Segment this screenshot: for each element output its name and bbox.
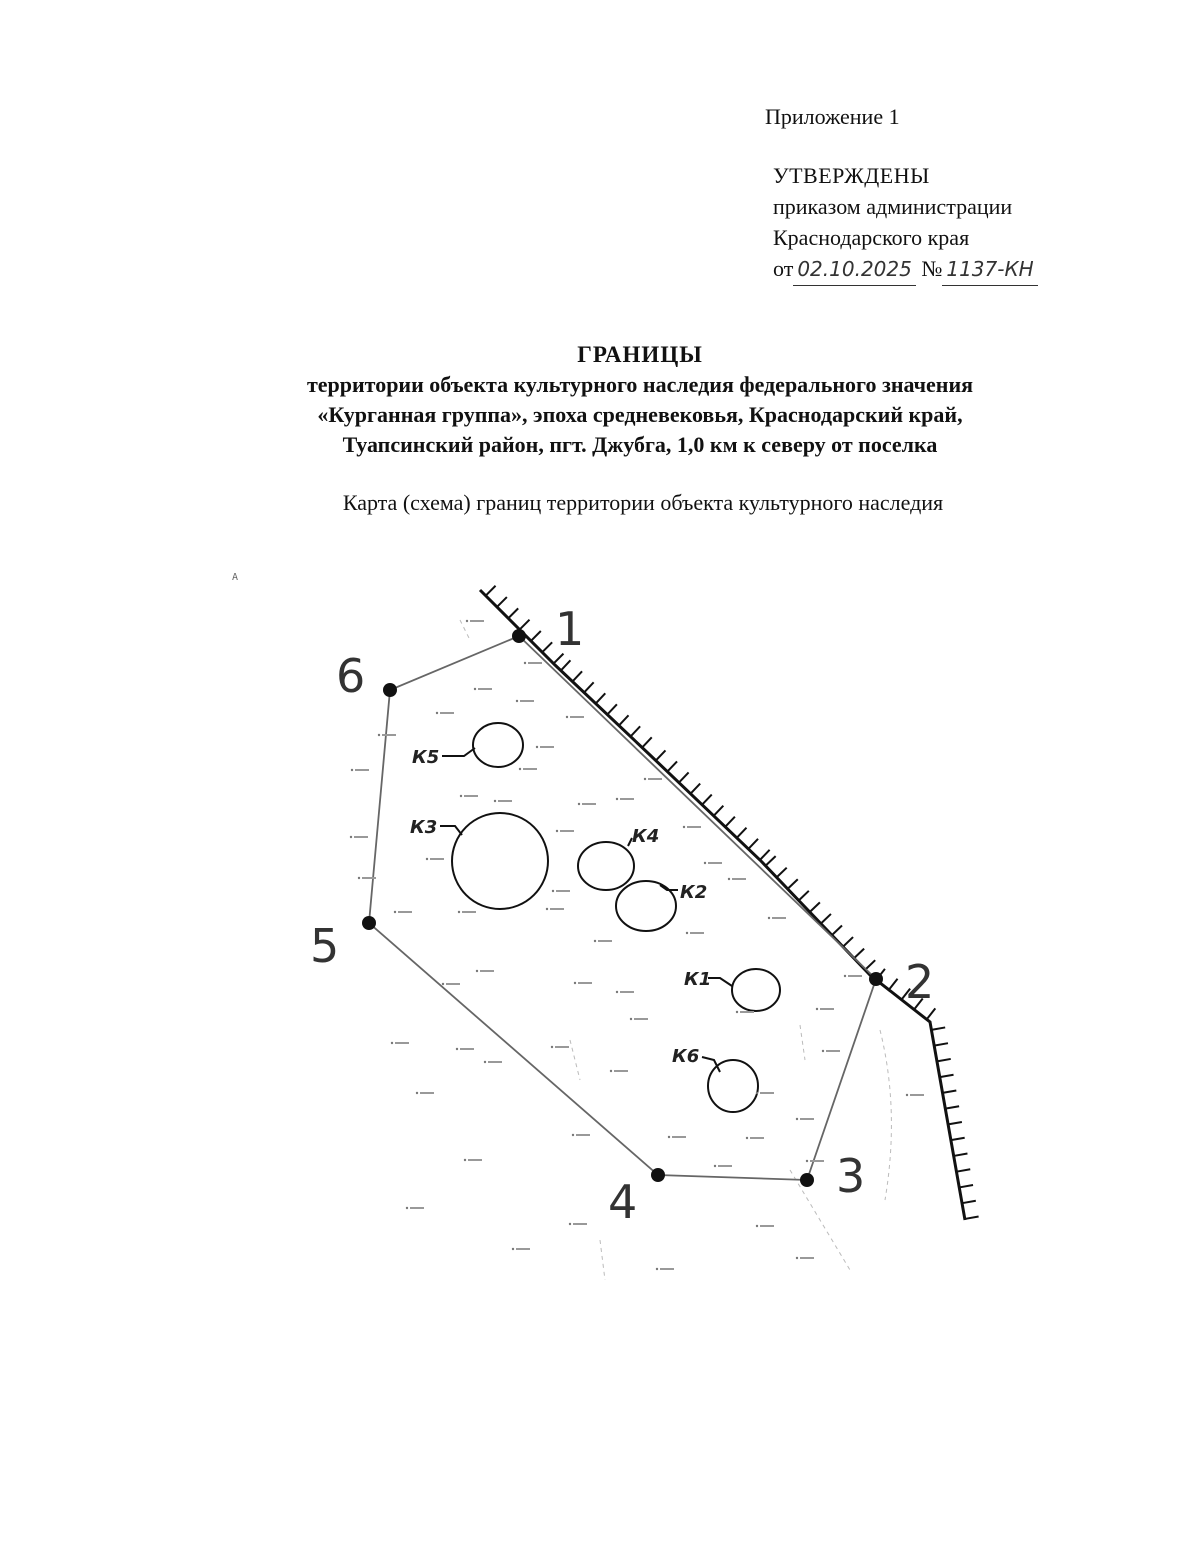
survey-dot xyxy=(546,908,548,910)
survey-dot xyxy=(524,662,526,664)
survey-dot xyxy=(551,1046,553,1048)
hatch-tick xyxy=(667,761,677,771)
hatch-tick xyxy=(943,1090,957,1092)
survey-mark xyxy=(687,826,701,828)
approved-heading: УТВЕРЖДЕНЫ xyxy=(773,163,930,188)
survey-mark xyxy=(570,716,584,718)
boundary-point-3 xyxy=(800,1173,814,1187)
survey-mark xyxy=(910,1094,924,1096)
survey-dot xyxy=(686,932,688,934)
survey-mark xyxy=(648,778,662,780)
hatch-tick xyxy=(927,1008,936,1019)
survey-mark xyxy=(462,911,476,913)
hatch-tick xyxy=(520,620,530,630)
hatch-tick xyxy=(748,839,758,849)
point-label-1: 1 xyxy=(555,602,585,656)
survey-dot xyxy=(668,1136,670,1138)
survey-mark xyxy=(718,1165,732,1167)
number-value: 1137-КН xyxy=(942,254,1037,286)
survey-mark xyxy=(598,940,612,942)
survey-dot xyxy=(484,1061,486,1063)
survey-dot xyxy=(796,1118,798,1120)
survey-dot xyxy=(594,940,596,942)
hatch-tick xyxy=(799,891,809,901)
hatch-tick xyxy=(832,925,842,935)
hatch-tick xyxy=(954,1153,968,1155)
survey-mark xyxy=(468,1159,482,1161)
survey-dot xyxy=(683,826,685,828)
hatch-tick xyxy=(691,784,701,794)
survey-mark xyxy=(355,769,369,771)
hatch-tick xyxy=(725,817,735,827)
survey-dot xyxy=(616,798,618,800)
number-prefix: № xyxy=(921,256,943,281)
hatch-tick xyxy=(777,868,787,878)
survey-mark xyxy=(800,1257,814,1259)
survey-mark xyxy=(398,911,412,913)
survey-mark xyxy=(848,975,862,977)
survey-mark xyxy=(464,795,478,797)
hatch-tick xyxy=(865,960,875,970)
survey-dot xyxy=(644,778,646,780)
approval-line-order: приказом администрации xyxy=(773,194,1013,219)
survey-mark xyxy=(528,662,542,664)
survey-dot xyxy=(358,877,360,879)
survey-mark xyxy=(634,1018,648,1020)
hatch-tick xyxy=(956,1169,970,1171)
survey-mark xyxy=(523,768,537,770)
survey-dot xyxy=(756,1225,758,1227)
point-label-5: 5 xyxy=(310,919,340,973)
hatch-tick xyxy=(572,671,582,681)
hatch-tick xyxy=(788,879,798,889)
survey-dot xyxy=(552,890,554,892)
hatch-tick xyxy=(584,682,594,692)
survey-dot xyxy=(556,830,558,832)
survey-mark xyxy=(750,1137,764,1139)
map-subtitle: Карта (схема) границ территории объекта культурного наследия xyxy=(342,490,944,515)
hatch-tick xyxy=(630,726,640,736)
kurgan-label-k5: К5 xyxy=(412,747,440,768)
survey-mark xyxy=(354,836,368,838)
survey-dot xyxy=(519,768,521,770)
hatch-tick xyxy=(962,1201,976,1203)
hatch-tick xyxy=(810,902,820,912)
kurgan-label-k2: К2 xyxy=(680,882,708,903)
survey-mark xyxy=(446,983,460,985)
boundary-point-5 xyxy=(362,916,376,930)
hatch-tick xyxy=(959,1185,973,1187)
survey-dot xyxy=(756,1092,758,1094)
survey-dot xyxy=(350,836,352,838)
survey-dot xyxy=(569,1223,571,1225)
survey-dot xyxy=(728,878,730,880)
survey-dot xyxy=(494,800,496,802)
hatch-tick xyxy=(854,949,864,959)
survey-dot xyxy=(442,983,444,985)
survey-mark xyxy=(573,1223,587,1225)
survey-dot xyxy=(416,1092,418,1094)
kurgan-label-k3: К3 xyxy=(410,817,438,838)
survey-mark xyxy=(740,1011,754,1013)
survey-dot xyxy=(806,1160,808,1162)
date-value: 02.10.2025 xyxy=(793,254,916,286)
survey-dot xyxy=(512,1248,514,1250)
hatch-tick xyxy=(561,660,571,670)
hatch-tick xyxy=(497,597,507,607)
survey-mark xyxy=(582,803,596,805)
hatch-tick xyxy=(766,856,776,866)
kurgan-k3 xyxy=(452,813,548,909)
hatch-tick xyxy=(965,1217,979,1219)
kurgan-k2 xyxy=(616,881,676,931)
survey-mark xyxy=(382,734,396,736)
title-line-2: «Курганная группа», эпоха средневековья, Краснодарский край, xyxy=(317,402,963,427)
survey-mark xyxy=(760,1225,774,1227)
hatch-tick xyxy=(619,715,629,725)
survey-dot xyxy=(630,1018,632,1020)
hatch-tick xyxy=(889,979,898,990)
kurgan-k1 xyxy=(732,969,780,1011)
survey-mark xyxy=(498,800,512,802)
survey-mark xyxy=(772,917,786,919)
survey-mark xyxy=(460,1048,474,1050)
kurgans xyxy=(440,723,780,1112)
survey-mark xyxy=(800,1118,814,1120)
hatch-tick xyxy=(642,737,652,747)
hatch-tick xyxy=(714,806,724,816)
hatch-tick xyxy=(656,750,666,760)
survey-mark xyxy=(478,688,492,690)
hatch-tick xyxy=(945,1106,959,1108)
survey-dot xyxy=(378,734,380,736)
survey-mark xyxy=(760,1092,774,1094)
point-label-4: 4 xyxy=(608,1175,638,1229)
survey-mark xyxy=(420,1092,434,1094)
survey-mark xyxy=(810,1160,824,1162)
survey-mark xyxy=(440,712,454,714)
point-label-2: 2 xyxy=(905,955,935,1009)
hatch-tick xyxy=(934,1043,948,1045)
kurgan-label-k1: К1 xyxy=(684,969,712,990)
survey-mark xyxy=(690,932,704,934)
survey-dot xyxy=(460,795,462,797)
hatch-tick xyxy=(542,642,552,652)
boundary-point-6 xyxy=(383,683,397,697)
survey-dot xyxy=(351,769,353,771)
survey-dot xyxy=(466,620,468,622)
survey-mark xyxy=(362,877,376,879)
survey-dot xyxy=(578,803,580,805)
hatch-tick xyxy=(737,828,747,838)
survey-dot xyxy=(536,746,538,748)
auxiliary-lines xyxy=(460,620,891,1280)
kurgan-label-k4: К4 xyxy=(632,826,660,847)
hatch-tick xyxy=(821,914,831,924)
survey-mark xyxy=(672,1136,686,1138)
survey-dot xyxy=(768,917,770,919)
approval-line-region: Краснодарского края xyxy=(773,225,970,250)
boundary-point-2 xyxy=(869,972,883,986)
survey-mark xyxy=(614,1070,628,1072)
corner-mark: А xyxy=(232,572,239,583)
survey-dot xyxy=(574,982,576,984)
hatch-tick xyxy=(951,1138,965,1140)
survey-dot xyxy=(736,1011,738,1013)
survey-dot xyxy=(610,1070,612,1072)
survey-mark xyxy=(576,1134,590,1136)
survey-dot xyxy=(796,1257,798,1259)
kurgan-k4 xyxy=(578,842,634,890)
survey-dot xyxy=(572,1134,574,1136)
survey-dot xyxy=(616,991,618,993)
survey-dot xyxy=(656,1268,658,1270)
survey-mark xyxy=(430,858,444,860)
survey-mark xyxy=(660,1268,674,1270)
survey-dot xyxy=(746,1137,748,1139)
survey-dot xyxy=(464,1159,466,1161)
hatch-tick xyxy=(596,693,606,703)
survey-dot xyxy=(704,862,706,864)
survey-dot xyxy=(426,858,428,860)
survey-dot xyxy=(714,1165,716,1167)
survey-mark xyxy=(620,798,634,800)
hatched-edge-line xyxy=(480,586,979,1220)
survey-mark xyxy=(480,970,494,972)
hatch-tick xyxy=(508,608,518,618)
title-line-1: территории объекта культурного наследия федерального значения xyxy=(306,372,974,397)
hatch-tick xyxy=(702,795,712,805)
survey-mark xyxy=(556,890,570,892)
survey-dot xyxy=(566,716,568,718)
survey-dot xyxy=(816,1008,818,1010)
hatch-tick xyxy=(531,631,541,641)
survey-dot xyxy=(406,1207,408,1209)
survey-dot xyxy=(458,911,460,913)
survey-mark xyxy=(578,982,592,984)
survey-dot xyxy=(394,911,396,913)
survey-mark xyxy=(470,620,484,622)
survey-dot xyxy=(476,970,478,972)
hatch-tick xyxy=(607,704,617,714)
hatch-tick xyxy=(948,1122,962,1124)
survey-dot xyxy=(474,688,476,690)
survey-mark xyxy=(395,1042,409,1044)
survey-mark xyxy=(820,1008,834,1010)
survey-dot xyxy=(456,1048,458,1050)
title-main: ГРАНИЦЫ xyxy=(577,342,703,367)
survey-mark xyxy=(550,908,564,910)
hatch-tick xyxy=(940,1075,954,1077)
survey-mark xyxy=(410,1207,424,1209)
boundary-point-4 xyxy=(651,1168,665,1182)
survey-dot xyxy=(844,975,846,977)
survey-mark xyxy=(732,878,746,880)
title-line-3: Туапсинский район, пгт. Джубга, 1,0 км к северу от поселка xyxy=(342,432,938,457)
appendix-label: Приложение 1 xyxy=(765,104,900,129)
survey-mark xyxy=(516,1248,530,1250)
hatch-tick xyxy=(486,586,496,596)
survey-mark xyxy=(555,1046,569,1048)
survey-mark xyxy=(560,830,574,832)
survey-mark xyxy=(520,700,534,702)
survey-mark xyxy=(540,746,554,748)
survey-dot xyxy=(516,700,518,702)
hatch-tick xyxy=(843,937,853,947)
survey-mark xyxy=(826,1050,840,1052)
hatch-tick xyxy=(760,850,770,860)
survey-mark xyxy=(708,862,722,864)
survey-dot xyxy=(906,1094,908,1096)
hatch-tick xyxy=(937,1059,951,1061)
point-label-6: 6 xyxy=(336,649,366,703)
date-prefix: от xyxy=(773,256,794,281)
hatch-tick xyxy=(679,772,689,782)
boundary-polygon xyxy=(369,636,876,1180)
kurgan-k6 xyxy=(708,1060,758,1112)
hatch-tick xyxy=(931,1027,945,1029)
point-label-3: 3 xyxy=(836,1149,866,1203)
survey-dot xyxy=(391,1042,393,1044)
survey-mark xyxy=(620,991,634,993)
kurgan-k5 xyxy=(473,723,523,767)
boundary-point-1 xyxy=(512,629,526,643)
survey-dot xyxy=(436,712,438,714)
kurgan-label-k6: К6 xyxy=(672,1046,700,1067)
survey-mark xyxy=(488,1061,502,1063)
survey-dot xyxy=(822,1050,824,1052)
